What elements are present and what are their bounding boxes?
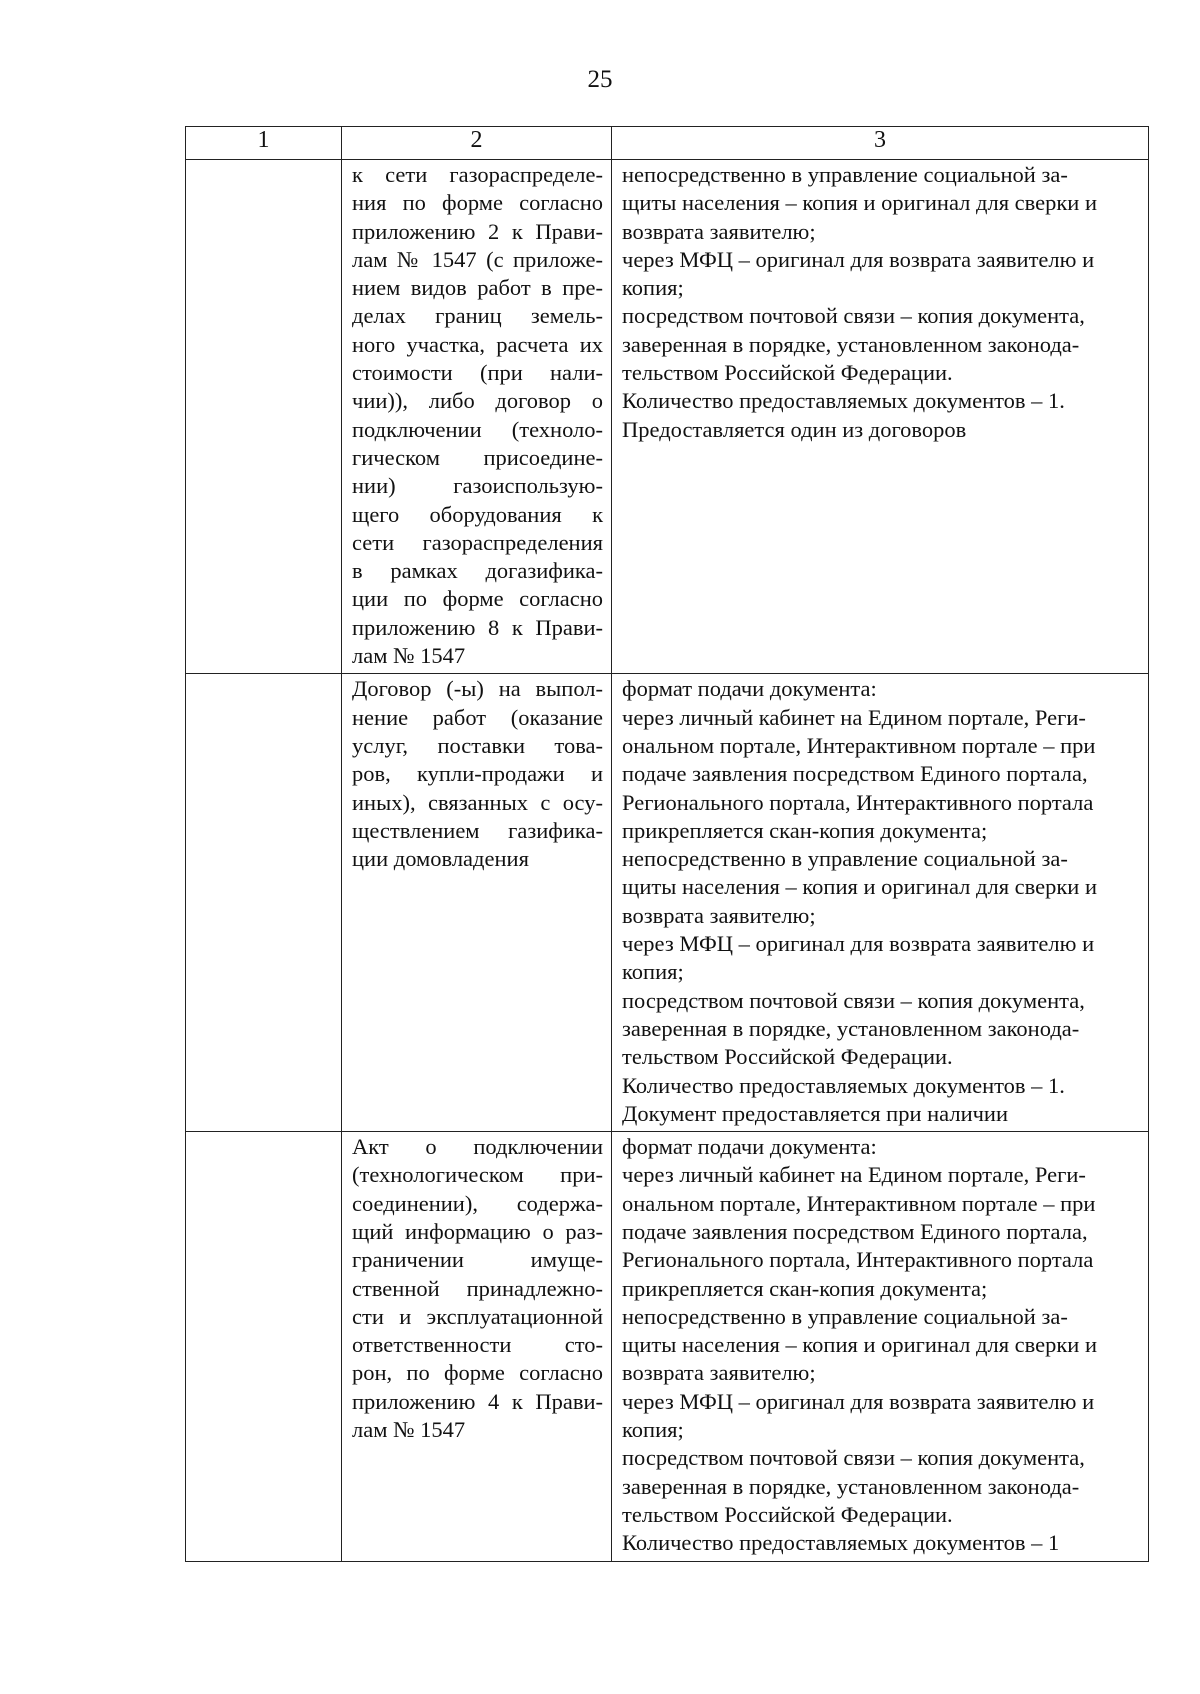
column-header-2: 2 <box>342 127 612 160</box>
text-line: щий информацию о раз- <box>352 1218 603 1244</box>
text-line: ственной принадлежно- <box>352 1275 603 1301</box>
text-line: щиты населения – копия и оригинал для сверки и <box>622 190 1098 216</box>
cell-submission-method <box>612 160 1149 674</box>
text-line: Количество предоставляемых документов – 1. <box>622 388 1065 414</box>
text-line: нием видов работ в пре- <box>352 275 603 301</box>
text-line: Регионального портала, Интерактивного портала <box>622 789 1094 815</box>
text-line: непосредственно в управление социальной за- <box>622 1303 1068 1329</box>
text-line: приложению 8 к Прави- <box>352 614 603 640</box>
text-line: иных), связанных с осу- <box>352 789 603 815</box>
text-line: возврата заявителю; <box>622 902 816 928</box>
text-line: услуг, поставки това- <box>352 732 603 758</box>
page-number: 25 <box>587 66 613 93</box>
text-line: Количество предоставляемых документов – 1 <box>622 1530 1060 1556</box>
cell-document-name <box>342 1132 612 1561</box>
text-line: подаче заявления посредством Единого портала, <box>622 761 1088 787</box>
text-line: приложению 4 к Прави- <box>352 1388 603 1414</box>
text-line: Регионального портала, Интерактивного портала <box>622 1247 1094 1273</box>
table-row <box>186 1132 1149 1561</box>
text-line: ров, купли-продажи и <box>352 761 603 787</box>
text-line: тельством Российской Федерации. <box>622 1044 953 1070</box>
text-line: чии)), либо договор о <box>352 388 603 414</box>
text-line: нии) газоиспользую- <box>352 473 603 499</box>
cell-document-name <box>342 160 612 674</box>
text-line: ществлением газифика- <box>352 817 603 843</box>
text-line: ного участка, расчета их <box>352 331 603 357</box>
text-line: возврата заявителю; <box>622 1360 816 1386</box>
cell-submission-method <box>612 674 1149 1132</box>
text-line: к сети газораспределе- <box>352 162 603 187</box>
text-line: через личный кабинет на Едином портале, Реги- <box>622 1162 1086 1188</box>
text-line: рон, по форме согласно <box>352 1360 603 1386</box>
text-line: нение работ (оказание <box>352 704 603 730</box>
text-line: Предоставляется один из договоров <box>622 416 967 442</box>
text-line: через МФЦ – оригинал для возврата заявителю и <box>622 246 1095 272</box>
text-line: Количество предоставляемых документов – 1. <box>622 1072 1065 1098</box>
text-line: прикрепляется скан-копия документа; <box>622 817 988 843</box>
table-row <box>186 674 1149 1132</box>
text-line: ции по форме согласно <box>352 586 603 612</box>
text-line: щего оборудования к <box>352 501 603 527</box>
text-line: через личный кабинет на Едином портале, Реги- <box>622 704 1086 730</box>
text-line: лам № 1547 (с приложе- <box>352 246 603 272</box>
text-line: стоимости (при нали- <box>352 360 603 386</box>
text-line: формат подачи документа: <box>622 1134 877 1160</box>
text-line: копия; <box>622 1417 684 1443</box>
text-line: лам № 1547 <box>352 1417 466 1443</box>
text-line: заверенная в порядке, установленном законода- <box>622 331 1080 357</box>
text-line: граничении имуще- <box>352 1247 603 1273</box>
text-line: посредством почтовой связи – копия документа, <box>622 987 1085 1013</box>
table-body <box>186 160 1149 1562</box>
text-line: посредством почтовой связи – копия документа, <box>622 1445 1085 1471</box>
text-line: прикрепляется скан-копия документа; <box>622 1275 988 1301</box>
table-header-row <box>186 127 1149 160</box>
text-line: ния по форме согласно <box>352 190 603 216</box>
text-line: подключении (техноло- <box>352 416 603 442</box>
text-line: делах границ земель- <box>352 303 603 329</box>
text-line: посредством почтовой связи – копия документа, <box>622 303 1085 329</box>
column-header-1: 1 <box>186 127 342 160</box>
document-table <box>185 126 1149 1562</box>
text-line: щиты населения – копия и оригинал для сверки и <box>622 874 1098 900</box>
text-line: (технологическом при- <box>352 1162 603 1188</box>
cell-number <box>186 1132 342 1561</box>
text-line: через МФЦ – оригинал для возврата заявителю и <box>622 1388 1095 1414</box>
text-line: сти и эксплуатационной <box>352 1303 603 1329</box>
text-line: возврата заявителю; <box>622 218 816 244</box>
text-line: непосредственно в управление социальной за- <box>622 162 1068 187</box>
text-line: лам № 1547 <box>352 643 466 669</box>
text-line: в рамках догазифика- <box>352 558 603 584</box>
table-row <box>186 160 1149 674</box>
text-line: копия; <box>622 275 684 301</box>
text-line: гическом присоедине- <box>352 444 603 470</box>
cell-submission-method <box>612 1132 1149 1561</box>
text-line: заверенная в порядке, установленном законода- <box>622 1015 1080 1041</box>
text-line: щиты населения – копия и оригинал для сверки и <box>622 1332 1098 1358</box>
text-line: ональном портале, Интерактивном портале – при <box>622 1190 1096 1216</box>
text-line: приложению 2 к Прави- <box>352 218 603 244</box>
text-line: Документ предоставляется при наличии <box>622 1100 1009 1126</box>
text-line: Договор (-ы) на выпол- <box>352 676 603 702</box>
text-line: заверенная в порядке, установленном законода- <box>622 1473 1080 1499</box>
text-line: непосредственно в управление социальной за- <box>622 846 1068 872</box>
text-line: соединении), содержа- <box>352 1190 603 1216</box>
text-line: подаче заявления посредством Единого портала, <box>622 1218 1088 1244</box>
cell-document-name <box>342 674 612 1132</box>
cell-number <box>186 674 342 1132</box>
cell-number <box>186 160 342 674</box>
text-line: тельством Российской Федерации. <box>622 1501 953 1527</box>
text-line: Акт о подключении <box>352 1134 603 1160</box>
text-line: сети газораспределения <box>352 529 603 555</box>
text-line: ции домовладения <box>352 846 529 872</box>
text-line: тельством Российской Федерации. <box>622 360 953 386</box>
text-line: ональном портале, Интерактивном портале – при <box>622 732 1096 758</box>
text-line: через МФЦ – оригинал для возврата заявителю и <box>622 931 1095 957</box>
text-line: формат подачи документа: <box>622 676 877 702</box>
text-line: копия; <box>622 959 684 985</box>
text-line: ответственности сто- <box>352 1332 603 1358</box>
column-header-3: 3 <box>612 127 1149 160</box>
